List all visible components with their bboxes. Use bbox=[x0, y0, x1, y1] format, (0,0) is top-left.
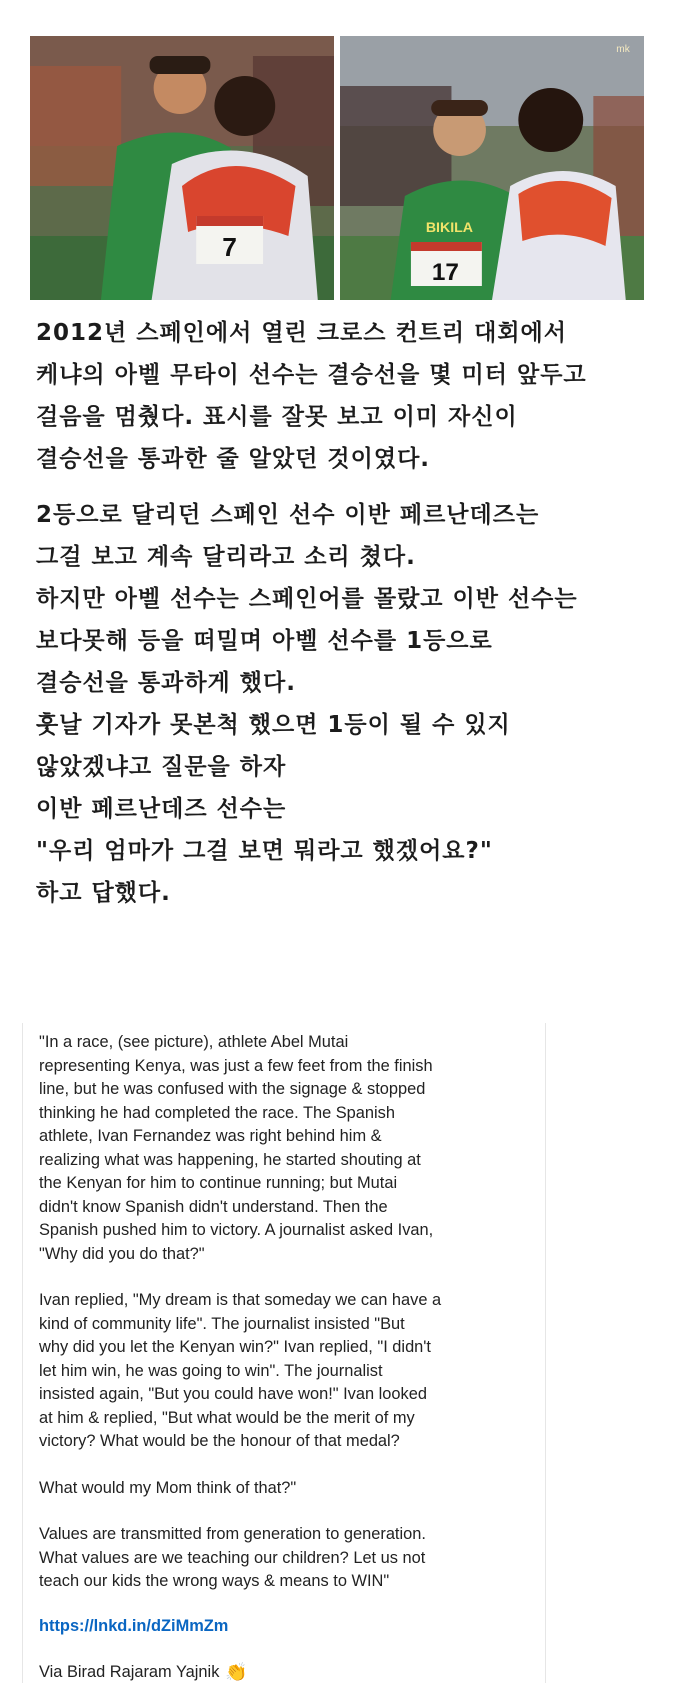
korean-line: 케냐의 아벨 무타이 선수는 결승선을 몇 미터 앞두고 bbox=[36, 362, 587, 388]
english-paragraph: "In a race, (see picture), athlete Abel Mutai representing Kenya, was just a few feet from the finish line, but he was confused with the signage & stopped thinking he had completed the race. The Spanish athlete, Ivan Fernandez was right behind him & realizing what was happening, he started shouting at the Kenyan for him to continue running; but Mutai didn't know Spanish didn't understand. Then the Spanish pushed him to victory. A journalist asked Ivan, "Why did you do that?" bbox=[39, 1033, 434, 1263]
korean-line: 결승선을 통과하게 했다. bbox=[36, 670, 296, 696]
korean-line: 2012년 스페인에서 열린 크로스 컨트리 대회에서 bbox=[36, 320, 567, 346]
via-text: Via Birad Rajaram Yajnik bbox=[39, 1662, 220, 1681]
korean-line: 결승선을 통과한 줄 알았던 것이였다. bbox=[36, 446, 431, 472]
korean-story bbox=[36, 312, 646, 914]
clapping-hands-icon: 👏 bbox=[225, 1661, 248, 1682]
korean-line: 하지만 아벨 선수는 스페인어를 몰랐고 이반 선수는 bbox=[36, 586, 578, 612]
english-paragraph: Ivan replied, "My dream is that someday we can have a kind of community life". The journalist insisted "But why did you let the Kenyan win?" Ivan replied, "I didn't let him win, he was going to win". The journalist insisted again, "But you could have won!" Ivan looked at him & replied, "But what would be the merit of my victory? What would be the honour of that medal? bbox=[39, 1291, 442, 1450]
right-bib-number: 17 bbox=[431, 259, 459, 286]
korean-line: 걸음을 멈췄다. 표시를 잘못 보고 이미 자신이 bbox=[36, 404, 518, 430]
korean-line: 하고 답했다. bbox=[36, 880, 171, 906]
jersey-text: BIKILA bbox=[425, 219, 474, 235]
english-post bbox=[22, 1023, 546, 1683]
photo-watermark: mk bbox=[616, 44, 630, 55]
korean-line: 이반 페르난데즈 선수는 bbox=[36, 796, 287, 822]
english-paragraph: Values are transmitted from generation to generation. What values are we teaching our children? Let us not teach our kids the wrong ways & means to WIN" bbox=[39, 1525, 426, 1590]
korean-line: 그걸 보고 계속 달리라고 소리 쳤다. bbox=[36, 544, 416, 570]
paragraph-gap bbox=[36, 480, 646, 494]
korean-line: "우리 엄마가 그걸 보면 뭐라고 했겠어요?" bbox=[36, 838, 493, 864]
english-paragraph: What would my Mom think of that?" bbox=[39, 1478, 297, 1497]
korean-line: 2등으로 달리던 스페인 선수 이반 페르난데즈는 bbox=[36, 502, 540, 528]
shortened-link[interactable]: https://lnkd.in/dZiMmZm bbox=[39, 1616, 229, 1635]
korean-line: 훗날 기자가 못본척 했으면 1등이 될 수 있지 bbox=[36, 712, 511, 738]
korean-line: 않았겠냐고 질문을 하자 bbox=[36, 754, 287, 780]
right-race-photo bbox=[340, 36, 644, 300]
via-credit bbox=[39, 1662, 545, 1683]
left-race-photo bbox=[30, 36, 334, 300]
left-bib-number: 7 bbox=[222, 232, 237, 262]
korean-line: 보다못해 등을 떠밀며 아벨 선수를 1등으로 bbox=[36, 628, 493, 654]
race-photos bbox=[30, 36, 644, 300]
